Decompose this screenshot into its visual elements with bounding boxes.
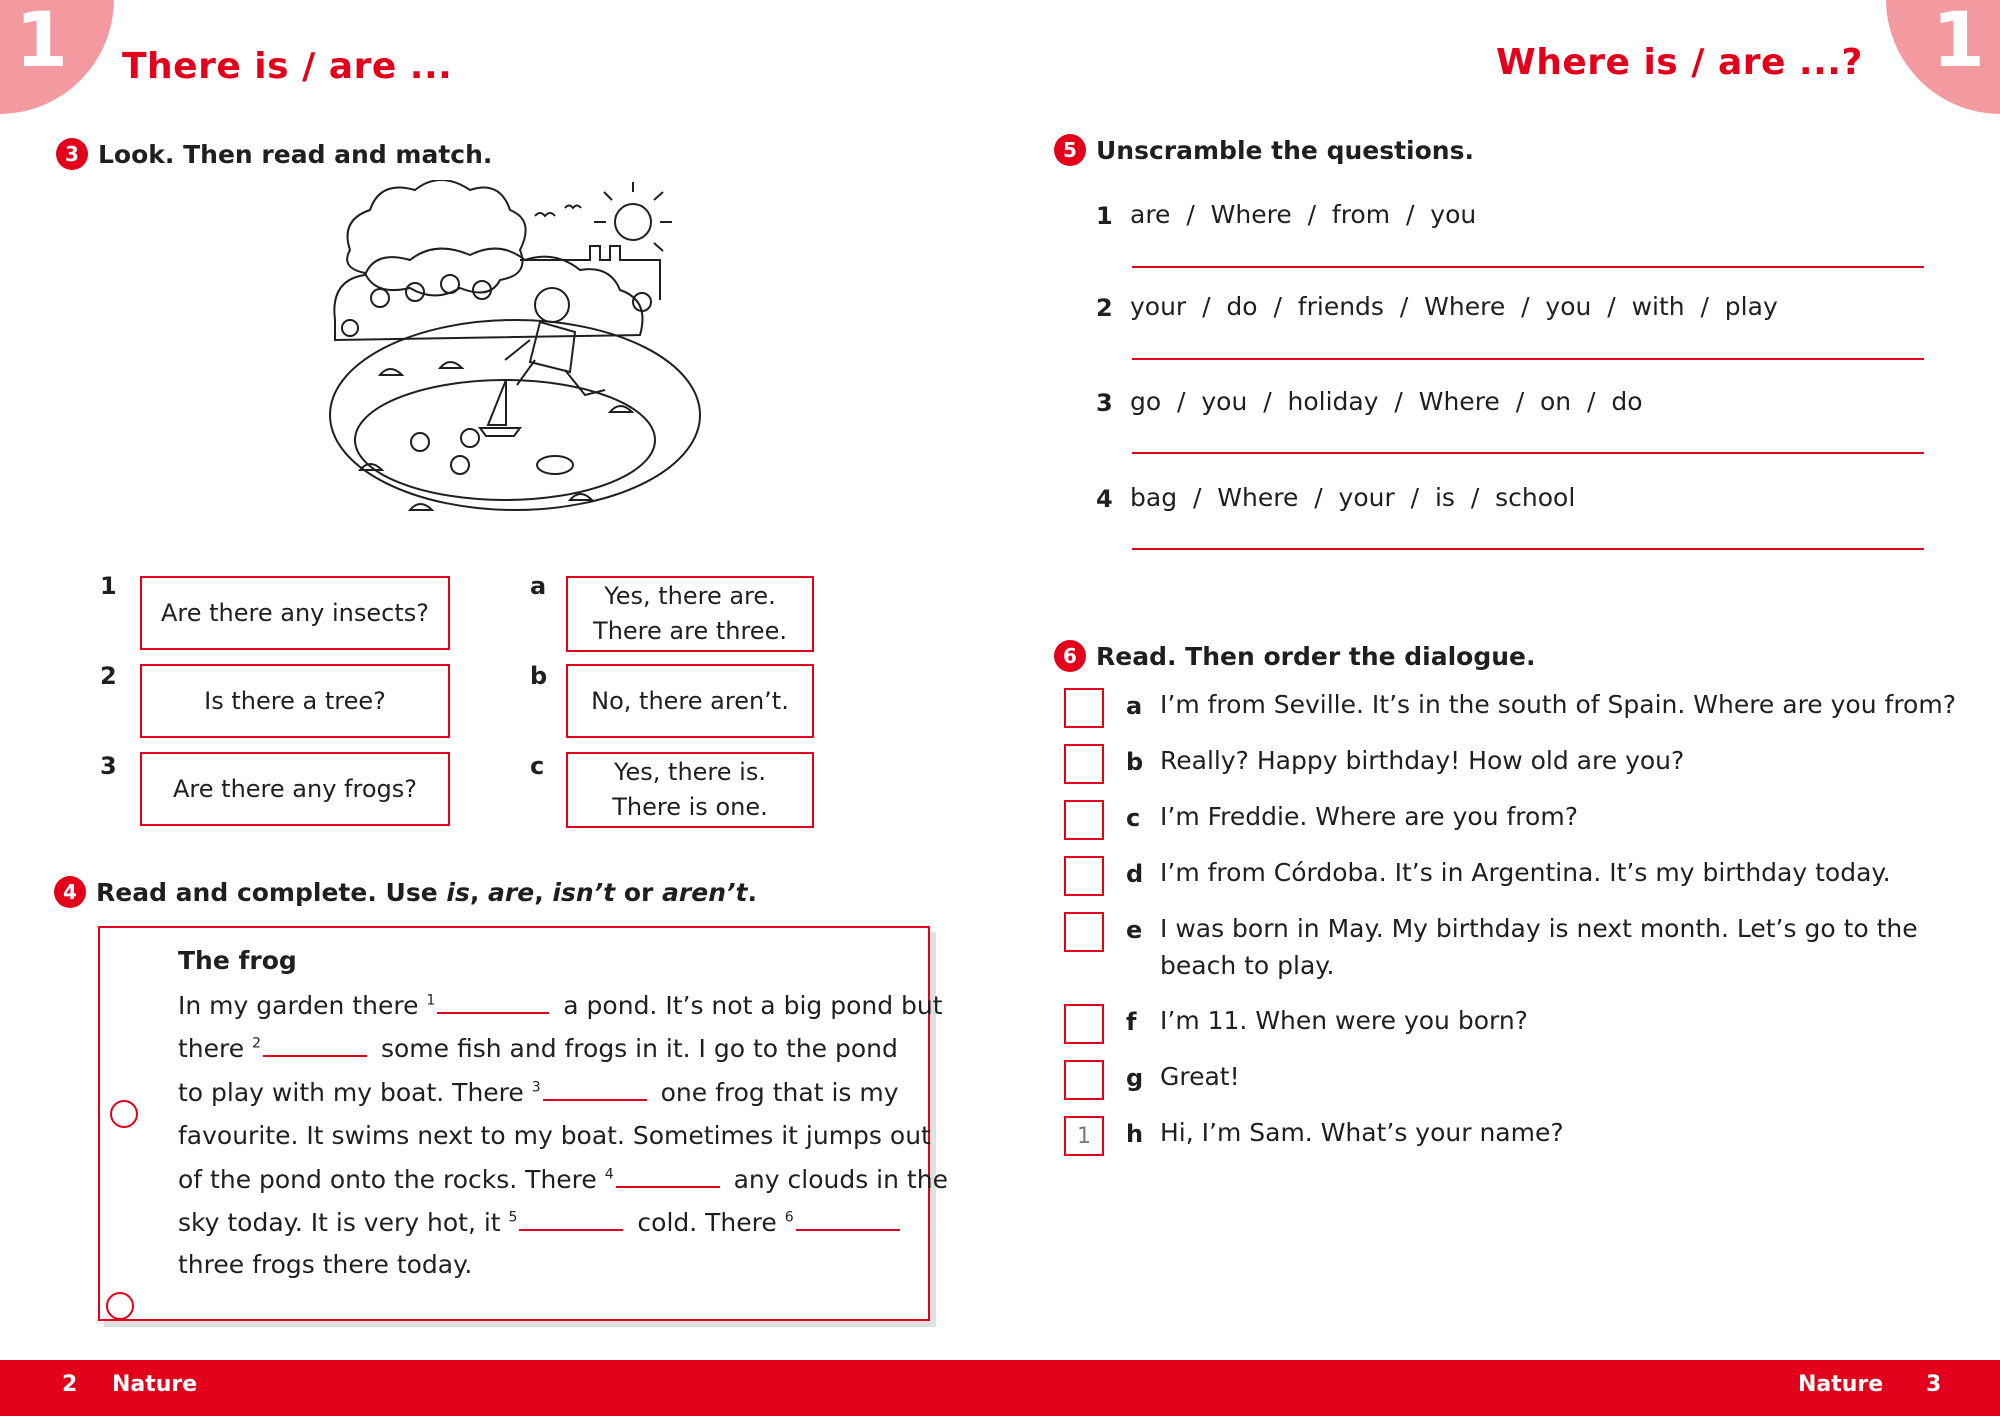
dialogue-letter: b [1126, 748, 1144, 776]
exercise-6-number: 6 [1054, 640, 1086, 672]
page-footer [0, 1360, 2000, 1416]
answer-line[interactable] [1132, 266, 1924, 268]
match-answer-letter: c [530, 752, 545, 780]
dialogue-letter: e [1126, 916, 1143, 944]
unit-badge-left [0, 0, 114, 114]
order-box[interactable] [1064, 856, 1104, 896]
dialogue-letter: g [1126, 1064, 1144, 1092]
match-question-box[interactable]: Are there any insects? [140, 576, 450, 650]
word-or: or [623, 877, 654, 907]
story-line: favourite. It swims next to my boat. Sometimes it jumps out [178, 1121, 931, 1150]
right-page-number: 3 [1926, 1372, 1942, 1397]
left-page-number: 2 [62, 1372, 78, 1397]
garden-pond-illustration [320, 180, 710, 555]
answer-line[interactable] [1132, 358, 1924, 360]
order-box[interactable] [1064, 688, 1104, 728]
answer-blank[interactable] [796, 1207, 900, 1231]
unscramble-number: 2 [1096, 294, 1113, 322]
order-box[interactable] [1064, 912, 1104, 952]
dialogue-letter: h [1126, 1120, 1144, 1148]
story-title: The frog [178, 946, 297, 975]
dialogue-line: I’m from Córdoba. It’s in Argentina. It’s my birthday today. [1160, 858, 1891, 887]
story-line: In my garden there $^1$ a pond. It’s not a big pond but [178, 991, 943, 1020]
unit-badge-right [1886, 0, 2000, 114]
match-answer-box[interactable] [566, 752, 814, 828]
unscramble-words: are / Where / from / you [1130, 200, 1477, 229]
dialogue-line: Great! [1160, 1062, 1240, 1091]
exercise-5-heading [1054, 134, 1474, 166]
left-footer-topic: Nature [112, 1372, 198, 1397]
match-question-box[interactable]: Is there a tree? [140, 664, 450, 738]
match-question-number: 3 [100, 752, 117, 780]
match-answer-letter: a [530, 572, 547, 600]
answer-blank[interactable] [263, 1033, 367, 1057]
exercise-4-instruction: Read and complete. Use [96, 877, 438, 907]
story-line: to play with my boat. There $^3$ one frog that is my [178, 1078, 899, 1107]
answer-line[interactable] [1132, 548, 1924, 550]
match-answer-line: There are three. [593, 617, 787, 645]
match-answer-box[interactable] [566, 576, 814, 652]
exercise-5-instruction: Unscramble the questions. [1096, 135, 1474, 165]
exercise-5-number: 5 [1054, 134, 1086, 166]
answer-blank[interactable] [437, 990, 549, 1014]
story-box [98, 926, 948, 1321]
binder-hole-decoration [110, 1100, 138, 1128]
exercise-6-instruction: Read. Then order the dialogue. [1096, 641, 1536, 671]
unscramble-words: go / you / holiday / Where / on / do [1130, 387, 1643, 416]
story-line: sky today. It is very hot, it $^5$ cold. There $^6$ [178, 1207, 906, 1237]
unscramble-words: bag / Where / your / is / school [1130, 483, 1576, 512]
exercise-4-number: 4 [54, 876, 86, 908]
match-question-number: 1 [100, 572, 117, 600]
dialogue-letter: c [1126, 804, 1141, 832]
unscramble-number: 1 [1096, 202, 1113, 230]
right-page-title: Where is / are ...? [1496, 42, 1863, 83]
match-answer-line: No, there aren’t. [591, 686, 789, 715]
left-page-title: There is / are ... [122, 46, 453, 87]
word-isnt: isn’t [552, 877, 616, 907]
right-footer-topic: Nature [1798, 1372, 1884, 1397]
answer-blank[interactable] [543, 1077, 647, 1101]
unscramble-words: your / do / friends / Where / you / with / play [1130, 292, 1778, 321]
order-box[interactable] [1064, 1004, 1104, 1044]
dialogue-line: I’m from Seville. It’s in the south of Spain. Where are you from? [1160, 690, 1956, 719]
match-answer-line: Yes, there are. [604, 582, 776, 610]
order-box[interactable] [1064, 1060, 1104, 1100]
order-box[interactable] [1064, 744, 1104, 784]
exercise-6-heading [1054, 640, 1536, 672]
match-answer-line: Yes, there is. [614, 758, 766, 786]
exercise-3-number: 3 [56, 138, 88, 170]
dialogue-line: I was born in May. My birthday is next month. Let’s go to the beach to play. [1160, 914, 1918, 980]
story-line: of the pond onto the rocks. There $^4$ any clouds in the [178, 1165, 948, 1194]
unit-number-right: 1 [1932, 0, 1985, 84]
dialogue-line: I’m 11. When were you born? [1160, 1006, 1528, 1035]
dialogue-letter: f [1126, 1008, 1137, 1036]
story-line: three frogs there today. [178, 1250, 473, 1279]
word-are: are [488, 877, 535, 907]
dialogue-line: Really? Happy birthday! How old are you? [1160, 746, 1685, 775]
binder-hole-decoration [106, 1292, 134, 1320]
match-answer-letter: b [530, 662, 548, 690]
match-answer-line: There is one. [612, 793, 768, 821]
order-box[interactable] [1064, 800, 1104, 840]
dialogue-letter: d [1126, 860, 1144, 888]
word-arent: aren’t [662, 877, 748, 907]
match-question-number: 2 [100, 662, 117, 690]
story-line: there $^2$ some fish and frogs in it. I go to the pond [178, 1034, 898, 1063]
dialogue-line: I’m Freddie. Where are you from? [1160, 802, 1578, 831]
exercise-4-heading: 4 Read and complete. Use is , are , isn’t or aren’t . [54, 876, 757, 908]
answer-blank[interactable] [519, 1207, 623, 1231]
unscramble-number: 3 [1096, 389, 1113, 417]
unit-number-left: 1 [15, 0, 68, 84]
exercise-3-heading [56, 138, 492, 170]
word-is: is [446, 877, 470, 907]
dialogue-letter: a [1126, 692, 1143, 720]
answer-blank[interactable] [616, 1164, 720, 1188]
order-box-example[interactable]: 1 [1064, 1116, 1104, 1156]
match-question-box[interactable]: Are there any frogs? [140, 752, 450, 826]
unscramble-number: 4 [1096, 485, 1113, 513]
dialogue-line: Hi, I’m Sam. What’s your name? [1160, 1118, 1564, 1147]
answer-line[interactable] [1132, 452, 1924, 454]
exercise-3-instruction: Look. Then read and match. [98, 139, 493, 169]
match-answer-box[interactable] [566, 664, 814, 738]
